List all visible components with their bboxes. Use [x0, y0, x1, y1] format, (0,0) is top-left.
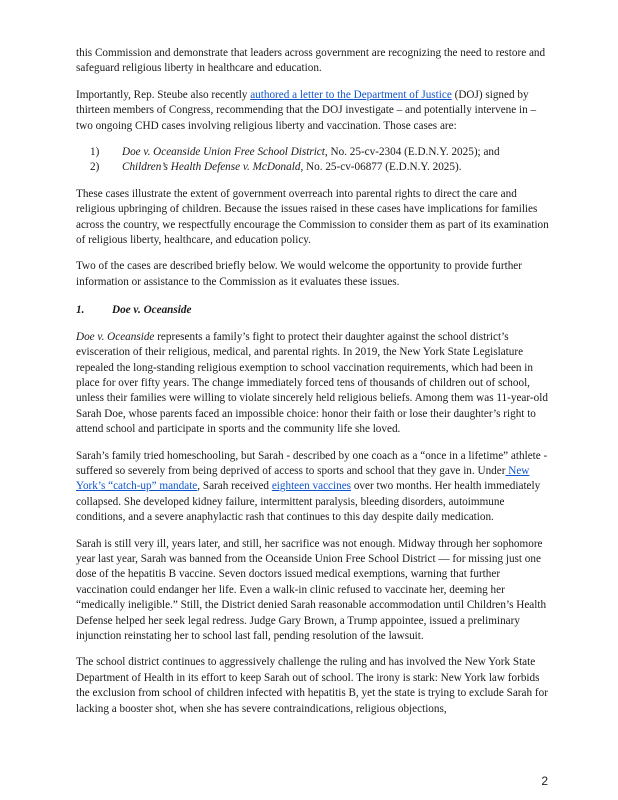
paragraph-school-district [76, 655, 550, 717]
section-heading [76, 303, 550, 318]
paragraph-text: represents a family’s fight to protect their daughter against the school district’s evisceration of their religious, medical, and parental rights. In 2019, the New York State Legislature repealed the long-standing religious exemption to school vaccination requirements, which had been in place for over fifty years. The change immediately forced tens of thousands of children out of school, unless their families were willing to violate sincerely held religious beliefs. Among them was 11-year-old Sarah Doe, whose parents faced an impossible choice: honor their faith or lose their daughter’s right to attend school and participate in sports and the community life she loved. [76, 330, 548, 436]
paragraph-text: (DOJ) signed by thirteen members of Congress, recommending that the DOJ investigate – and potentially intervene in – two ongoing CHD cases involving religious liberty and vaccination. Those cases are: [76, 88, 537, 132]
document-body [76, 46, 550, 717]
case-item-2 [76, 160, 550, 175]
eighteen-vaccines-link[interactable]: eighteen vaccines [271, 480, 352, 493]
case-list [76, 145, 550, 176]
case-number: 1) [90, 146, 100, 159]
case-name: Doe v. Oceanside [76, 330, 155, 343]
paragraph-text: Importantly, Rep. Steube also recently [76, 88, 251, 101]
section-title: Doe v. Oceanside [112, 304, 192, 317]
doj-letter-link[interactable]: authored a letter to the Department of Justice [250, 88, 452, 101]
paragraph-continuation [76, 46, 550, 77]
paragraph-doe-intro [76, 330, 550, 438]
paragraph-vaccines [76, 449, 550, 526]
paragraph-text: Sarah is still very ill, years later, and still, her sacrifice was not enough. Midway through her sophomore year last year, Sarah was banned from the Oceanside Union Free School District — for missing just one dose of the hepatitis B vaccine. Seven doctors issued medical exemptions, warning that further vaccination could endanger her life. Even a walk-in clinic refused to vaccinate her, deeming her “medically ineligible.” Still, the District denied Sarah reasonable accommodation until Children’s Health Defense helped her seek legal redress. Judge Gary Brown, a Trump appointee, issued a preliminary injunction reinstating her to school last fall, pending resolution of the lawsuit. [76, 537, 547, 642]
page-number: 2 [541, 774, 548, 788]
paragraph-text: this Commission and demonstrate that leaders across government are recognizing the need to restore and safeguard religious liberty in healthcare and education. [76, 47, 546, 75]
paragraph-text: Two of the cases are described briefly below. We would welcome the opportunity to provide further information or assistance to the Commission as it evaluates these issues. [76, 260, 522, 288]
paragraph-steube-letter [76, 88, 550, 134]
paragraph-text: These cases illustrate the extent of government overreach into parental rights to direct the care and religious upbringing of children. Because the issues raised in these cases have implications for families across the country, we respectfully encourage the Commission to consider them as part of its examination of religious liberty, healthcare, and education policy. [76, 187, 549, 247]
catch-up-mandate-link[interactable]: New York’s “catch-up” mandate [76, 464, 530, 493]
paragraph-text: over two months. Her health immediately collapsed. She developed kidney failure, intermittent paralysis, bleeding disorders, autoimmune conditions, and a severe anaphylactic rash that continues to this day despite daily medication. [76, 480, 541, 524]
case-name: Children’s Health Defense v. McDonald [122, 161, 301, 174]
case-citation: , No. 25-cv-2304 (E.D.N.Y. 2025); and [324, 146, 500, 159]
case-citation: , No. 25-cv-06877 (E.D.N.Y. 2025). [300, 161, 462, 174]
paragraph-text: Sarah’s family tried homeschooling, but Sarah - described by one coach as a “once in a lifetime” athlete - suffered so severely from being deprived of access to sports and school that they gave in. Under [76, 449, 548, 477]
paragraph-overreach [76, 187, 550, 249]
section-number: 1. [76, 304, 85, 317]
paragraph-still-ill [76, 537, 550, 645]
paragraph-cases-intro [76, 259, 550, 290]
paragraph-text: The school district continues to aggressively challenge the ruling and has involved the New York State Department of Health in its effort to keep Sarah out of school. The irony is stark: New York law forbids the exclusion from school of children infected with hepatitis B, yet the state is trying to exclude Sarah for lacking a booster shot, when she has severe contraindications, religious objections, [76, 656, 548, 715]
paragraph-text: , Sarah received [197, 480, 272, 493]
case-item-1 [76, 145, 550, 160]
case-number: 2) [90, 161, 100, 174]
case-name: Doe v. Oceanside Union Free School District [122, 146, 325, 159]
